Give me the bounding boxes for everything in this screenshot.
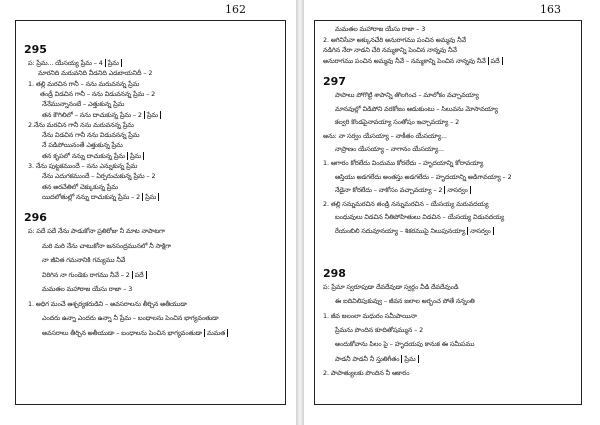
lyric-text: నేను విడచిన గానీ నను విడువనన్న ప్రేమ	[42, 131, 140, 140]
lyric-text: నేనేమున్నానంటే – ఎత్తుకున్న ప్రేమ	[42, 100, 125, 109]
lyric-line	[42, 193, 159, 201]
lyric-line	[42, 314, 219, 322]
lyric-line	[335, 297, 475, 305]
lyric-line	[42, 256, 125, 264]
lyric-line	[28, 121, 134, 129]
refrain-box: ప్రేమ	[142, 193, 159, 201]
lyric-text: నేడైనా కోరలేదు – నాకోసం వచ్చావయ్యా – 2	[335, 186, 443, 195]
lyric-text: తండ్రీ విడచిన గానీ – నను విడువనన్న ప్రేమ – 2	[40, 89, 156, 98]
lyric-line	[323, 312, 417, 320]
lyric-line	[323, 57, 503, 65]
refrain-box: నాసర్వం	[467, 227, 493, 235]
lyric-text: విరిగిన నా గుండెకు రాగము నీవే – 2	[42, 270, 130, 279]
lyric-text: రేయంబిలి సదువూనయ్యా – శికరముపై నిలుపునయ్యా	[335, 227, 466, 235]
lyric-line	[335, 105, 498, 113]
refrain-box: ప్రేమ	[127, 152, 144, 160]
lyric-line	[335, 186, 471, 194]
lyric-line	[323, 283, 459, 291]
lyric-text: ప్రేమను పొందిన కూదితోషమ్మున – 2	[335, 325, 424, 334]
page-number: 163	[540, 3, 561, 16]
lyric-line	[40, 90, 155, 98]
lyric-text: నాప్రాణం యేసయ్యా – నాగానం యేసయ్యా...	[335, 145, 444, 154]
lyric-text: నేను ఎదుగకముందే – ఏర్పరుచుకున్న ప్రేమ – 2	[42, 172, 156, 181]
lyric-text: 3. నేను పుట్టకముందే – నను ఎన్నుకున్న ప్రేమ	[28, 162, 138, 170]
lyric-text: అందుకోవాను పిలం పై – హృదయపు కానుక ఈ సమీపము	[335, 340, 475, 349]
lyric-text: ఈ ఐదివిలిపుకువ్వు – జీవన జలాల అర్భంచ పోతే నన్నంతి	[335, 297, 475, 306]
lyric-line	[335, 326, 423, 334]
song-number: 298	[323, 267, 346, 280]
lyric-text: బంధువులు విడచిన నీతిపోహితులు విడచిన – యేసయ్య విడువదయ్య	[335, 213, 505, 222]
lyric-line	[335, 118, 459, 126]
lyric-text: 1. అధిగ మంచే ఆశ్చర్యకరుడిని – అవసరాలను తీర్చిన అతీయుడా	[28, 299, 187, 308]
lyric-text: 1. తల్లి మరచిన గానీ – నను మరువనన్న ప్రేమ	[28, 79, 140, 88]
lyric-text: ప: పదే పదే నేను పాడుకోనా ప్రతిరోజు నీ మాట నాపాటగా	[28, 227, 165, 235]
lyric-line	[42, 271, 147, 279]
lyric-line	[28, 59, 122, 67]
lyric-text: 2. పాపాత్యులకు పొందిన నీ ఆకారం	[323, 368, 410, 377]
lyric-line	[42, 141, 123, 149]
lyric-text: ఆస్తియు అడగలేదు అంతస్తు అడగలేదు – హృదయాన్ని అడిగావయ్యా – 2	[335, 172, 512, 181]
refrain-box: పదే	[488, 57, 503, 65]
lyric-text: అనురాగము పంచిన అమ్మవు నీవే – నమ్మకాన్ని పెంచిన నాన్నవు నీవే	[323, 56, 486, 65]
lyric-text: 2.నేను మరచిన గానీ నను మరువనన్న ప్రేమ	[28, 120, 134, 129]
lyric-line	[335, 355, 419, 363]
lyric-text: మమతల మహారాజ యేసు రాజా – 3	[42, 285, 133, 293]
lyric-line	[323, 159, 483, 167]
lyric-text: ప: ప్రేమా స్వరూపుడా దేవదేవుడా స్వర్గం వీడి దేవదేవుండి	[323, 283, 459, 291]
lyric-line	[42, 329, 228, 337]
book-gutter	[296, 0, 304, 425]
lyric-text: అను: నా సర్వం యేసయ్యా – నాకీతం యేసయ్యా...	[323, 131, 447, 140]
lyric-text: తన కృపలో నన్ను దాచుకున్న ప్రేమ	[42, 151, 125, 160]
lyric-line	[42, 285, 132, 293]
lyric-text: 1. జీవ జలంలా మధురం సమీపాయినా	[323, 311, 417, 320]
lyric-text: మానవుల్లో విడిపోని వరకోజం ఆడుకుంటు – సిలువను మోసావయ్యా	[335, 104, 498, 113]
lyric-line	[28, 300, 187, 308]
lyric-line	[335, 340, 474, 348]
right-page	[304, 0, 600, 425]
lyric-line	[335, 227, 494, 235]
lyric-line	[42, 172, 156, 180]
lyric-text: యిదలోతుల్లో నన్ను దాచుకున్న ప్రేమ – 2	[42, 192, 141, 201]
lyric-line	[42, 152, 144, 160]
lyric-text: 2. తల్లి సన్నుమరచిన తండ్రి నన్నుమరచిన – యేసయ్య మరువదయ్య	[323, 199, 489, 208]
lyric-line	[323, 36, 466, 44]
lyric-text: 1. ఆగారం కోరలేదు విందుము కోరలేదు – హృదయాన్ని కోరావయ్యా	[323, 159, 484, 167]
lyric-line	[335, 213, 504, 221]
lyric-text: 2. అగినిసేవా అక్కునచేరి అనురాగము పంచిన అమ్మవు నీవే	[323, 35, 466, 44]
lyric-line	[42, 242, 171, 250]
lyric-line	[323, 46, 457, 54]
lyric-text: నే పడిపోయినంతే ఎత్తుకున్న ప్రేమ	[42, 141, 123, 150]
lyric-line	[38, 69, 152, 77]
song-number: 295	[24, 43, 47, 56]
page-number: 162	[225, 3, 246, 16]
lyric-text: మమతల మహారాజ యేసు రాజా – 3	[335, 25, 426, 33]
lyric-line	[323, 369, 409, 377]
refrain-box: నాసర్వం	[444, 186, 470, 194]
lyric-text: పాడనీ పాడనీ నీ స్తుతిగీతం	[335, 354, 400, 363]
lyric-line	[335, 25, 425, 33]
lyric-text: ప: ప్రేమ... యేసయ్య ప్రేమ – 4	[28, 59, 103, 67]
lyric-line	[323, 200, 488, 208]
lyric-text: తన అరచేతిలో చెక్కుకున్న ప్రేమ	[42, 182, 118, 191]
lyric-line	[335, 145, 444, 153]
page-frame	[15, 20, 286, 405]
left-page	[0, 0, 296, 425]
lyric-text: పాపాలు పోగొట్టి శాపాన్ని తొలగించ – మాలోకం వచ్చావయ్యా	[335, 91, 479, 99]
lyric-line	[335, 91, 479, 99]
lyric-line	[323, 132, 447, 140]
refrain-box: ప్రేమ	[105, 59, 122, 67]
lyric-text: నడిగిన నేరా నాడని చేరి నమ్మకాన్ని పెంచిన నాన్నవు నీవే	[323, 46, 457, 54]
page-frame	[314, 20, 582, 405]
lyric-line	[42, 131, 139, 139]
lyric-line	[28, 162, 137, 170]
lyric-line	[28, 80, 139, 88]
lyric-text: కల్వరి కొండపైనావయ్యా సంతోషం ఇచ్చావయ్యా – 2	[335, 118, 460, 127]
lyric-text: నా జీవిత గమనానికి గమ్యము నీవే	[42, 256, 126, 264]
lyric-line	[335, 173, 512, 181]
song-number: 296	[24, 211, 47, 224]
lyric-line	[42, 183, 118, 191]
lyric-text: తన కౌగిలిలో – నను దాచుకున్న ప్రేమ – 2	[42, 110, 142, 119]
lyric-line	[28, 227, 165, 235]
lyric-line	[42, 111, 161, 119]
refrain-box: మమత	[204, 329, 228, 337]
lyric-text: ఎందరు ఉన్నా ఎందరు ఉన్నా నీ ప్రేమ – బంధాలను పెంచిన భాగ్యవంతుడా	[42, 314, 219, 322]
lyric-text: మారనిది మరువనిది వీడనిది ఎడబాయనిదీ – 2	[38, 69, 153, 78]
lyric-line	[42, 100, 124, 108]
refrain-box: ప్రేమ	[401, 355, 418, 363]
song-number: 297	[323, 75, 346, 88]
lyric-text: అవసరాలు తీర్చిన అతీయుడా – బంధాలను పెంచిన భాగ్యవంతుడా	[42, 328, 202, 337]
refrain-box: ప్రేమ	[144, 111, 161, 119]
refrain-box: పదే	[132, 271, 147, 279]
lyric-text: మరి మరి నేను చాటుకోనా జనసంద్రమునలో నీ సాక్షిగా	[42, 241, 172, 250]
